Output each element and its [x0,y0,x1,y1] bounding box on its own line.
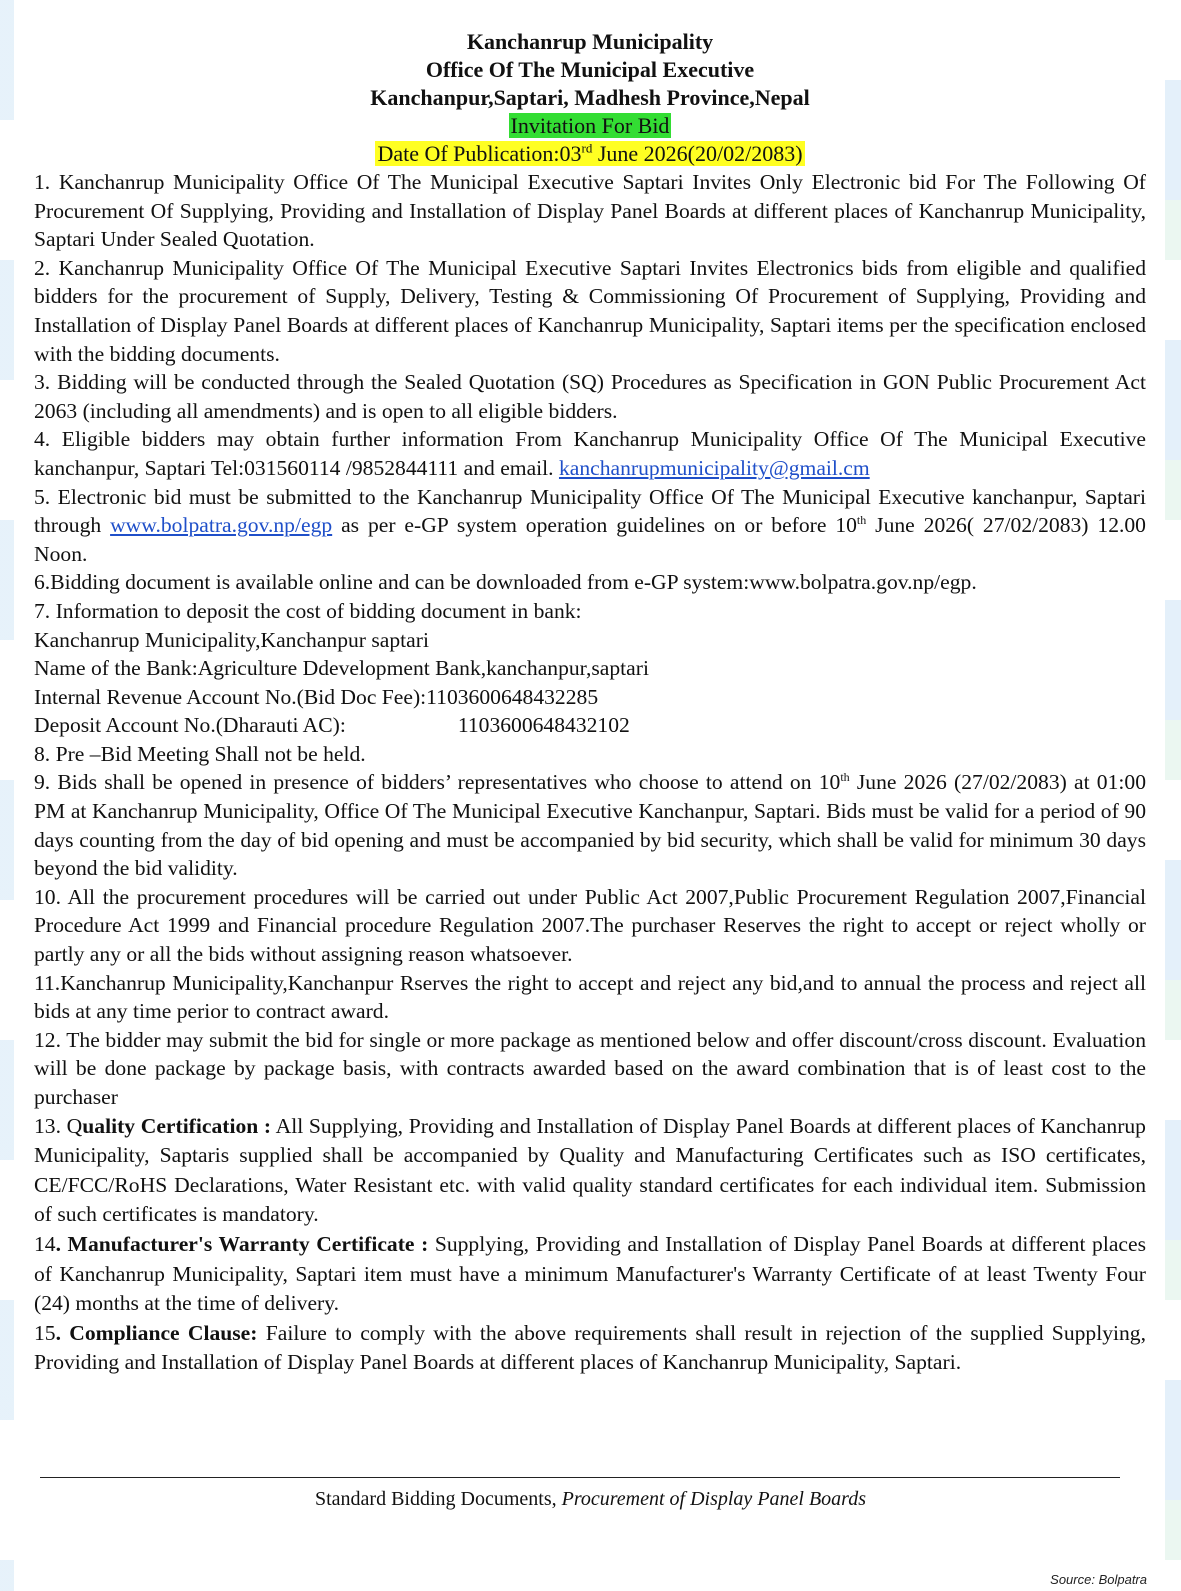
clause-11: 11.Kanchanrup Municipality,Kanchanpur Rserves the right to accept and reject any bid,and to annual the process and reject all bids at any time perior to contract award. [34,970,1146,1024]
invitation-line [34,112,1146,140]
clause-5-text-b: as per e-GP system operation guidelines on or before 10 [332,513,857,538]
clause-14-heading: . Manufacturer's Warranty Certificate : [55,1231,429,1256]
clause-5-text-c: June 2026( 27/02/2083) 12.00 Noon. [34,513,1146,566]
watermark-left-strip [0,0,14,1591]
bolpatra-link[interactable]: www.bolpatra.gov.np/egp [110,513,333,538]
clause-15-heading: . Compliance Clause: [55,1320,258,1345]
clause-2: 2. Kanchanrup Municipality Office Of The Municipal Executive Saptari Invites Electronics bids from eligible and qualified bidders for the procurement of Supply, Delivery, Testing & Commissioning Of Procurement of Supplying, Providing and Installation of Display Panel Boards at different places of Kanchanrup Municipality, Saptari items per the specification enclosed with the bidding documents. [34,255,1146,366]
deposit-account-label: Deposit Account No.(Dharauti AC): [34,713,346,738]
clause-8: 8. Pre –Bid Meeting Shall not be held. [34,741,366,766]
clause-3: 3. Bidding will be conducted through the Sealed Quotation (SQ) Procedures as Specification in GON Public Procurement Act 2063 (including all amendments) and is open to all eligible bidders. [34,370,1146,423]
bank-account-holder: Kanchanrup Municipality,Kanchanpur saptari [34,627,429,652]
bank-name: Name of the Bank:Agriculture Ddevelopment Bank,kanchanpur,saptari [34,656,649,681]
clause-9-text-a: 9. Bids shall be opened in presence of bidders’ representatives who choose to attend on 10 [34,770,841,795]
clause-9-sup: th [840,770,850,785]
clause-13-heading: uality Certification : [82,1113,272,1138]
clause-10: 10. All the procurement procedures will be carried out under Public Act 2007,Public Procurement Regulation 2007,Financial Procedure Act 1999 and Financial procedure Regulation 2007.The purchaser Reserves the right to accept or reject wholly or partly any or all the bids without assigning reason whatsoever. [34,884,1146,967]
watermark-right-strip [1165,0,1181,1591]
deposit-account-value: 1103600648432102 [457,713,630,738]
footer-divider [40,1477,1120,1478]
clause-13-text: All Supplying, Providing and Installation of Display Panel Boards at different places of Kanchanrup Municipality, Saptaris supplied shall be accompanied by Quality and Manufacturing Certificates such as ISO certificates, CE/FCC/RoHS Declarations, Water Resistant etc. with valid quality standard certificates for each individual item. Submission of such certificates is mandatory. [34,1113,1146,1227]
office-name: Office Of The Municipal Executive [425,57,755,82]
publication-date-suffix: June 2026(20/02/2083) [592,141,803,166]
clause-12: 12. The bidder may submit the bid for single or more package as mentioned below and offer discount/cross discount. Evaluation will be done package by package basis, with contracts awarded based on the award combination that is of least cost to the purchaser [34,1027,1146,1109]
clause-14 [34,1230,1146,1319]
clause-4-text: 4. Eligible bidders may obtain further information From Kanchanrup Municipality Office Of The Municipal Executive kanchanpur, Saptari Tel:031560114 /9852844111 and email. [34,427,1146,480]
address: Kanchanpur,Saptari, Madhesh Province,Nepal [370,85,810,110]
publication-date [375,141,804,166]
footer-italic: Procurement of Display Panel Boards [561,1488,867,1510]
clause-15-text: Failure to comply with the above requirements shall result in rejection of the supplied Supplying, Providing and Installation of Display Panel Boards at different places of Kanchanrup Municipality, Saptari. [34,1320,1146,1375]
publication-line [34,140,1146,168]
clause-5 [34,483,1146,569]
clause-5-text-a: 5. Electronic bid must be submitted to the Kanchanrup Municipality Office Of The Municipal Executive kanchanpur, Saptari through [34,484,1146,538]
clause-14-num: 14 [34,1231,56,1256]
clause-5-sup: th [856,512,867,527]
deposit-account [34,711,1146,740]
source-credit: Source: Bolpatra [1050,1572,1147,1587]
page-footer [0,1488,1181,1511]
clause-6: 6.Bidding document is available online and can be downloaded from e-GP system:www.bolpatra.gov.np/egp. [34,570,977,595]
revenue-account: Internal Revenue Account No.(Bid Doc Fee):1103600648432285 [34,684,599,709]
clause-15-num: 15 [34,1320,56,1345]
publication-date-prefix: Date Of Publication:03 [377,141,582,166]
clause-9 [34,768,1146,882]
clause-4 [34,425,1146,482]
clause-13 [34,1112,1146,1230]
org-name: Kanchanrup Municipality [466,29,714,54]
footer-prefix: Standard Bidding Documents, [314,1488,562,1510]
clause-14-text: Supplying, Providing and Installation of Display Panel Boards at different places of Kanchanrup Municipality, Saptari item must have a minimum Manufacturer's Warranty Certificate of at least Twenty Four (24) months at the time of delivery. [34,1231,1146,1316]
clause-13-num: 13. Q [34,1113,83,1138]
clause-15 [34,1319,1146,1378]
notice-document [34,28,1146,1378]
publication-date-sup: rd [581,140,593,156]
notice-body [34,168,1146,1378]
clause-1: 1. Kanchanrup Municipality Office Of The Municipal Executive Saptari Invites Only Electronic bid For The Following Of Procurement Of Supplying, Providing and Installation of Display Panel Boards at different places of Kanchanrup Municipality, Saptari Under Sealed Quotation. [34,170,1146,252]
email-link[interactable]: kanchanrupmunicipality@gmail.cm [558,455,870,480]
invitation-title: Invitation For Bid [510,113,670,138]
clause-7-title: 7. Information to deposit the cost of bidding document in bank: [34,598,582,623]
clause-9-text-b: June 2026 (27/02/2083) at 01:00 PM at Kanchanrup Municipality, Office Of The Municipal Executive Kanchanpur, Saptari. Bids must be valid for a period of 90 days counting from the day of bid opening and must be accompanied by bid security, which shall be valid for minimum 30 days beyond the bid validity. [34,770,1146,881]
notice-header [34,28,1146,168]
